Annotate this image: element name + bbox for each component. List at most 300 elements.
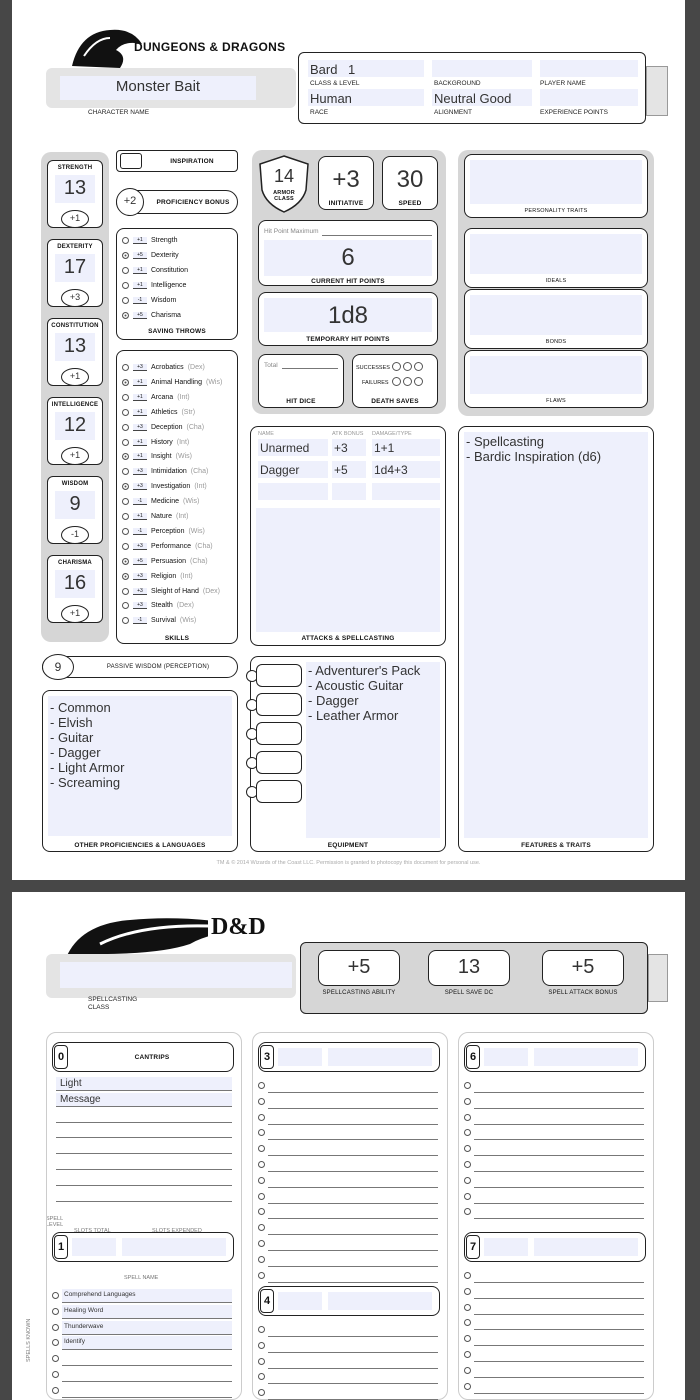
spell-line[interactable] <box>474 1124 644 1125</box>
skill-row[interactable] <box>122 494 199 509</box>
skill-row[interactable] <box>122 390 190 405</box>
personality-label: PERSONALITY TRAITS <box>524 208 588 214</box>
slots-expended-label: SLOTS EXPENDED <box>152 1228 202 1234</box>
ability-modifier: -1 <box>70 529 79 539</box>
coin-box[interactable] <box>256 751 302 774</box>
spell-line[interactable] <box>474 1203 644 1204</box>
coin-box[interactable] <box>256 780 302 803</box>
skill-row[interactable] <box>122 420 204 435</box>
spell-line[interactable] <box>268 1139 438 1140</box>
spell-line[interactable] <box>474 1298 644 1299</box>
spell-line[interactable] <box>474 1092 644 1093</box>
header-scroll-end <box>646 66 668 116</box>
speed-label: SPEED <box>398 200 422 207</box>
spell-name: Message <box>60 1093 101 1105</box>
prepared-checkbox[interactable] <box>258 1177 265 1184</box>
attack-name-field[interactable] <box>258 483 328 500</box>
slots-total-field[interactable] <box>484 1048 528 1066</box>
bonds-field[interactable] <box>470 295 642 335</box>
armor-class-label: ARMOR CLASS <box>273 190 295 202</box>
prepared-checkbox[interactable] <box>52 1324 59 1331</box>
copyright-footer: TM & © 2014 Wizards of the Coast LLC. Permission is granted to photocopy this document for personal use. <box>216 860 481 866</box>
background-field[interactable] <box>432 60 532 77</box>
spell-line[interactable] <box>268 1282 438 1283</box>
skill-mod: +3 <box>133 424 147 431</box>
skill-ability: (Cha) <box>186 423 205 431</box>
saving-throw-row[interactable] <box>122 263 188 278</box>
skill-ability: (Int) <box>176 438 190 446</box>
saving-throw-row[interactable] <box>122 293 176 308</box>
spell-line[interactable] <box>56 1185 232 1186</box>
proficiency-checkbox[interactable] <box>122 498 129 505</box>
skill-row[interactable] <box>122 598 194 613</box>
race-label: RACE <box>310 109 329 116</box>
skill-row[interactable] <box>122 435 189 450</box>
skill-ability: (Int) <box>177 393 190 401</box>
alignment-label: ALIGNMENT <box>434 109 472 116</box>
prepared-checkbox[interactable] <box>464 1272 471 1279</box>
alignment-value: Neutral Good <box>434 91 512 106</box>
spell-line[interactable] <box>56 1153 232 1154</box>
flaws-label: FLAWS <box>546 398 566 404</box>
spell-line[interactable] <box>62 1302 232 1303</box>
prepared-checkbox[interactable] <box>52 1308 59 1315</box>
initiative-value: +3 <box>332 166 360 193</box>
slots-expended-field[interactable] <box>122 1238 226 1256</box>
spell-dc-value: 13 <box>457 956 481 978</box>
spell-line[interactable] <box>268 1250 438 1251</box>
skill-name: Religion <box>151 572 177 580</box>
prepared-checkbox[interactable] <box>258 1161 265 1168</box>
skill-row[interactable] <box>122 375 222 390</box>
failures-label: FAILURES <box>362 380 389 386</box>
skill-name: Intimidation <box>151 468 187 476</box>
spell-line[interactable] <box>56 1106 232 1107</box>
equipment-label: EQUIPMENT <box>327 842 369 849</box>
skill-ability: (Int) <box>176 513 189 520</box>
xp-label: EXPERIENCE POINTS <box>540 109 608 116</box>
skill-row[interactable] <box>122 449 192 464</box>
skill-name: Perception <box>151 527 185 535</box>
attack-damage: 1d4+3 <box>374 463 408 477</box>
spellcasting-class-label: SPELLCASTING CLASS <box>88 996 138 1011</box>
spell-name: Thunderwave <box>64 1322 104 1330</box>
character-name: Monster Bait <box>115 78 201 95</box>
spell-dc-label: SPELL SAVE DC <box>444 990 494 996</box>
spell-line[interactable] <box>268 1203 438 1204</box>
prepared-checkbox[interactable] <box>52 1371 59 1378</box>
slots-expended-field[interactable] <box>534 1238 638 1256</box>
proficiency-checkbox[interactable] <box>122 282 129 289</box>
spell-attack-label: SPELL ATTACK BONUS <box>548 990 618 996</box>
flaws-field[interactable] <box>470 356 642 394</box>
proficiency-checkbox[interactable] <box>122 588 129 595</box>
skill-name: Stealth <box>151 602 173 610</box>
prepared-checkbox[interactable] <box>52 1292 59 1299</box>
hit-dice-total-line <box>282 368 338 369</box>
spell-level-number: 1 <box>54 1235 68 1259</box>
saving-throw-mod: +1 <box>133 282 147 289</box>
features-label: FEATURES & TRAITS <box>521 842 591 849</box>
skill-name: Nature <box>151 513 173 520</box>
background-label: BACKGROUND <box>434 80 481 87</box>
passive-label: PASSIVE WISDOM (PERCEPTION) <box>106 664 210 670</box>
spell-level-number: 0 <box>54 1045 68 1069</box>
ability-modifier: +1 <box>69 371 81 381</box>
saving-throw-row[interactable] <box>122 248 179 263</box>
skill-ability: (Wis) <box>183 498 200 506</box>
ability-label: WISDOM <box>61 481 89 487</box>
attack-bonus: +3 <box>334 441 348 455</box>
ability-label: CHARISMA <box>58 560 92 566</box>
temp-hp-label: TEMPORARY HIT POINTS <box>306 336 390 343</box>
spell-line[interactable] <box>62 1381 232 1382</box>
ability-score: 9 <box>69 493 81 515</box>
slots-expended-field[interactable] <box>534 1048 638 1066</box>
spell-line[interactable] <box>56 1201 232 1202</box>
attacks-label: ATTACKS & SPELLCASTING <box>301 635 395 642</box>
proficiency-checkbox[interactable] <box>122 543 129 550</box>
player-name-field[interactable] <box>540 60 638 77</box>
personality-field[interactable] <box>470 160 642 204</box>
skill-mod: +3 <box>133 543 147 550</box>
skill-name: Animal Handling <box>151 378 202 386</box>
slots-total-field[interactable] <box>278 1292 322 1310</box>
spell-line[interactable] <box>474 1314 644 1315</box>
skill-mod: +3 <box>133 588 147 595</box>
successes-label: SUCCESSES <box>356 365 390 371</box>
slots-total-label: SLOTS TOTAL <box>74 1228 111 1234</box>
hp-max-label: Hit Point Maximum <box>264 228 319 235</box>
spell-line[interactable] <box>474 1282 644 1283</box>
hp-max-line <box>322 235 432 236</box>
skill-mod: +3 <box>133 468 147 475</box>
skill-name: Deception <box>151 423 183 431</box>
prepared-checkbox[interactable] <box>464 1367 471 1374</box>
spell-line[interactable] <box>268 1092 438 1093</box>
skill-mod: -1 <box>133 528 147 535</box>
skill-name: Survival <box>151 617 176 625</box>
prepared-checkbox[interactable] <box>464 1098 471 1105</box>
spell-line[interactable] <box>268 1124 438 1125</box>
skill-ability: (Int) <box>180 572 193 580</box>
saving-throw-mod: +5 <box>133 252 147 259</box>
prepared-checkbox[interactable] <box>258 1193 265 1200</box>
dnd-logo: D&D <box>208 914 269 941</box>
skill-ability: (Wis) <box>188 527 205 535</box>
proficiency-checkbox[interactable] <box>122 267 129 274</box>
spell-ability-value: +5 <box>347 956 371 978</box>
skill-row[interactable] <box>122 539 213 554</box>
prepared-checkbox[interactable] <box>258 1082 265 1089</box>
spell-line[interactable] <box>268 1352 438 1353</box>
spell-line[interactable] <box>474 1171 644 1172</box>
inspiration-label: INSPIRATION <box>170 158 214 165</box>
proficiency-checkbox[interactable] <box>122 558 129 565</box>
spell-line[interactable] <box>474 1329 644 1330</box>
spell-name: Healing Word <box>64 1306 104 1314</box>
coin-box[interactable] <box>256 693 302 716</box>
spellcasting-class-field[interactable] <box>60 962 292 988</box>
skill-ability: (Wis) <box>205 378 223 386</box>
xp-field[interactable] <box>540 89 638 106</box>
attacks-col-name: NAME <box>258 431 274 437</box>
dragon-logo <box>70 26 144 70</box>
skill-row[interactable] <box>122 524 205 539</box>
skill-name: Medicine <box>151 498 180 506</box>
spell-line[interactable] <box>474 1139 644 1140</box>
skill-name: Investigation <box>151 483 191 491</box>
spell-name: Identify <box>64 1338 85 1346</box>
spellcasting-page <box>12 892 685 1400</box>
proficiency-checkbox[interactable] <box>122 528 129 535</box>
prepared-checkbox[interactable] <box>258 1326 265 1333</box>
ability-label: INTELLIGENCE <box>51 402 99 408</box>
attack-damage-field[interactable] <box>372 483 440 500</box>
skill-row[interactable] <box>122 569 193 584</box>
spell-name-field[interactable] <box>62 1336 232 1349</box>
skill-mod: +1 <box>133 453 147 460</box>
skills-label: SKILLS <box>164 635 190 642</box>
skill-row[interactable] <box>122 464 208 479</box>
equipment-text: - Adventurer's Pack - Acoustic Guitar - Dagger - Leather Armor <box>308 663 421 723</box>
proficiency-checkbox[interactable] <box>122 617 129 624</box>
saving-throw-name: Strength <box>151 237 178 244</box>
ideals-label: IDEALS <box>545 278 567 284</box>
spell-line[interactable] <box>62 1349 232 1350</box>
prepared-checkbox[interactable] <box>258 1256 265 1263</box>
proficiency-value: +2 <box>123 195 137 207</box>
spell-attack-value: +5 <box>571 956 595 978</box>
skill-row[interactable] <box>122 405 195 420</box>
ability-modifier: +1 <box>69 450 81 460</box>
spell-line[interactable] <box>56 1169 232 1170</box>
skill-ability: (Wis) <box>175 453 192 461</box>
proficiency-checkbox[interactable] <box>122 364 129 371</box>
game-logo: DUNGEONS & DRAGONS <box>134 40 286 54</box>
slots-total-field[interactable] <box>484 1238 528 1256</box>
skill-row[interactable] <box>122 360 205 375</box>
spell-name: Comprehend Languages <box>64 1291 136 1298</box>
prepared-checkbox[interactable] <box>258 1272 265 1279</box>
spell-level-label: SPELL LEVEL <box>46 1216 64 1228</box>
coin-box[interactable] <box>256 722 302 745</box>
spell-line[interactable] <box>62 1318 232 1319</box>
spell-line[interactable] <box>474 1345 644 1346</box>
skill-mod: +3 <box>133 573 147 580</box>
proficiency-checkbox[interactable] <box>122 297 129 304</box>
saving-throw-mod: +1 <box>133 267 147 274</box>
skill-mod: -1 <box>133 498 147 505</box>
proficiency-checkbox[interactable] <box>122 252 129 259</box>
death-saves-label: DEATH SAVES <box>371 398 419 405</box>
attack-damage: 1+1 <box>374 441 395 455</box>
spell-line[interactable] <box>268 1155 438 1156</box>
spell-line[interactable] <box>474 1377 644 1378</box>
spell-level-number: 3 <box>260 1045 274 1069</box>
skill-name: Athletics <box>151 408 178 416</box>
proficiency-checkbox[interactable] <box>122 439 129 446</box>
ability-score: 13 <box>63 335 87 357</box>
skill-ability: (Cha) <box>190 468 209 476</box>
saving-throws-label: SAVING THROWS <box>148 328 206 335</box>
success-checkboxes[interactable] <box>392 362 423 371</box>
ideals-field[interactable] <box>470 234 642 274</box>
prepared-checkbox[interactable] <box>52 1387 59 1394</box>
spell-name-field[interactable] <box>56 1077 232 1090</box>
features-text: - Spellcasting - Bardic Inspiration (d6) <box>466 434 602 464</box>
skill-name: Performance <box>151 542 192 550</box>
spell-line[interactable] <box>474 1155 644 1156</box>
spell-line[interactable] <box>268 1234 438 1235</box>
cantrips-label: CANTRIPS <box>134 1054 170 1061</box>
spell-line[interactable] <box>56 1122 232 1123</box>
proficiency-checkbox[interactable] <box>122 379 129 386</box>
skill-ability: (Dex) <box>176 602 194 610</box>
prepared-checkbox[interactable] <box>258 1098 265 1105</box>
skill-mod: +1 <box>133 439 147 446</box>
prepared-checkbox[interactable] <box>464 1082 471 1089</box>
class-value: Bard <box>310 62 338 77</box>
spell-name-label: SPELL NAME <box>124 1275 159 1281</box>
spell-line[interactable] <box>268 1171 438 1172</box>
skill-row[interactable] <box>122 554 208 569</box>
proficiency-checkbox[interactable] <box>122 424 129 431</box>
ability-score: 13 <box>63 177 87 199</box>
spell-line[interactable] <box>62 1334 232 1335</box>
passive-value: 9 <box>54 660 62 674</box>
attack-name: Dagger <box>260 463 300 477</box>
player-name-label: PLAYER NAME <box>540 80 586 87</box>
saving-throw-name: Constitution <box>151 267 188 274</box>
ability-modifier: +3 <box>69 292 81 302</box>
spell-line[interactable] <box>268 1266 438 1267</box>
skill-row[interactable] <box>122 479 207 494</box>
slots-expended-field[interactable] <box>328 1048 432 1066</box>
saving-throw-mod: +1 <box>133 237 147 244</box>
speed-value: 30 <box>396 166 424 193</box>
temp-hp-value: 1d8 <box>327 302 369 329</box>
attacks-notes-field[interactable] <box>256 508 440 632</box>
skill-mod: +3 <box>133 483 147 490</box>
spell-line[interactable] <box>62 1397 232 1398</box>
skill-mod: +5 <box>133 558 147 565</box>
prepared-checkbox[interactable] <box>464 1177 471 1184</box>
proficiency-checkbox[interactable] <box>122 237 129 244</box>
spell-line[interactable] <box>56 1090 232 1091</box>
features-field[interactable] <box>464 432 648 838</box>
saving-throw-name: Dexterity <box>151 252 179 259</box>
prepared-checkbox[interactable] <box>464 1288 471 1295</box>
other-proficiencies-text: - Common - Elvish - Guitar - Dagger - Light Armor - Screaming <box>50 700 125 790</box>
proficiency-checkbox[interactable] <box>122 409 129 416</box>
proficiency-checkbox[interactable] <box>122 513 129 520</box>
saving-throw-row[interactable] <box>122 233 177 248</box>
saving-throw-mod: -1 <box>133 297 147 304</box>
coin-box[interactable] <box>256 664 302 687</box>
spell-line[interactable] <box>268 1108 438 1109</box>
prepared-checkbox[interactable] <box>464 1383 471 1390</box>
spell-line[interactable] <box>474 1108 644 1109</box>
proficiency-checkbox[interactable] <box>122 468 129 475</box>
spell-line[interactable] <box>474 1393 644 1394</box>
inspiration-checkbox[interactable] <box>120 153 142 169</box>
prepared-checkbox[interactable] <box>258 1358 265 1365</box>
slots-total-field[interactable] <box>278 1048 322 1066</box>
prepared-checkbox[interactable] <box>464 1193 471 1200</box>
ability-label: STRENGTH <box>57 165 93 171</box>
prepared-checkbox[interactable] <box>464 1161 471 1168</box>
ability-label: CONSTITUTION <box>51 323 99 329</box>
ability-score: 12 <box>63 414 87 436</box>
prepared-checkbox[interactable] <box>464 1351 471 1358</box>
spell-line[interactable] <box>268 1187 438 1188</box>
saving-throw-row[interactable] <box>122 308 181 323</box>
skill-row[interactable] <box>122 584 220 599</box>
spell-line[interactable] <box>474 1218 644 1219</box>
proficiency-checkbox[interactable] <box>122 312 129 319</box>
current-hp-value: 6 <box>341 244 355 271</box>
proficiency-checkbox[interactable] <box>122 394 129 401</box>
skill-mod: -1 <box>133 617 147 624</box>
prepared-checkbox[interactable] <box>258 1114 265 1121</box>
failure-checkboxes[interactable] <box>392 377 423 386</box>
saving-throw-mod: +5 <box>133 312 147 319</box>
skill-mod: +1 <box>133 409 147 416</box>
slots-total-field[interactable] <box>72 1238 116 1256</box>
spell-line[interactable] <box>62 1365 232 1366</box>
proficiency-checkbox[interactable] <box>122 602 129 609</box>
slots-expended-field[interactable] <box>328 1292 432 1310</box>
spell-line[interactable] <box>268 1368 438 1369</box>
other-proficiencies-label: OTHER PROFICIENCIES & LANGUAGES <box>74 842 206 849</box>
spell-line[interactable] <box>268 1218 438 1219</box>
prepared-checkbox[interactable] <box>464 1304 471 1311</box>
prepared-checkbox[interactable] <box>258 1240 265 1247</box>
current-hp-label: CURRENT HIT POINTS <box>311 278 385 285</box>
proficiency-checkbox[interactable] <box>122 453 129 460</box>
attack-bonus: +5 <box>334 463 348 477</box>
skill-ability: (Str) <box>181 408 196 416</box>
proficiency-checkbox[interactable] <box>122 483 129 490</box>
skill-mod: +3 <box>133 602 147 609</box>
skill-row[interactable] <box>122 509 188 524</box>
skill-row[interactable] <box>122 613 196 628</box>
ability-modifier: +1 <box>69 213 81 223</box>
prepared-checkbox[interactable] <box>258 1342 265 1349</box>
attacks-col-damage: DAMAGE/TYPE <box>372 431 412 437</box>
spell-name: Light <box>60 1078 82 1089</box>
spell-line[interactable] <box>474 1187 644 1188</box>
skill-ability: (Int) <box>194 483 207 491</box>
spell-line[interactable] <box>268 1336 438 1337</box>
prepared-checkbox[interactable] <box>464 1114 471 1121</box>
saving-throw-row[interactable] <box>122 278 186 293</box>
skill-mod: +1 <box>133 394 147 401</box>
attack-bonus-field[interactable] <box>332 483 366 500</box>
skill-ability: (Wis) <box>179 617 197 625</box>
initiative-label: INITIATIVE <box>328 200 364 207</box>
ability-modifier: +1 <box>69 608 81 618</box>
skill-name: History <box>151 438 173 446</box>
spell-line[interactable] <box>474 1361 644 1362</box>
spell-line[interactable] <box>56 1137 232 1138</box>
skill-ability: (Dex) <box>187 364 205 371</box>
bonds-label: BONDS <box>545 339 567 345</box>
proficiency-checkbox[interactable] <box>122 573 129 580</box>
spell-header-scroll-end <box>648 954 668 1002</box>
spell-line[interactable] <box>268 1383 438 1384</box>
